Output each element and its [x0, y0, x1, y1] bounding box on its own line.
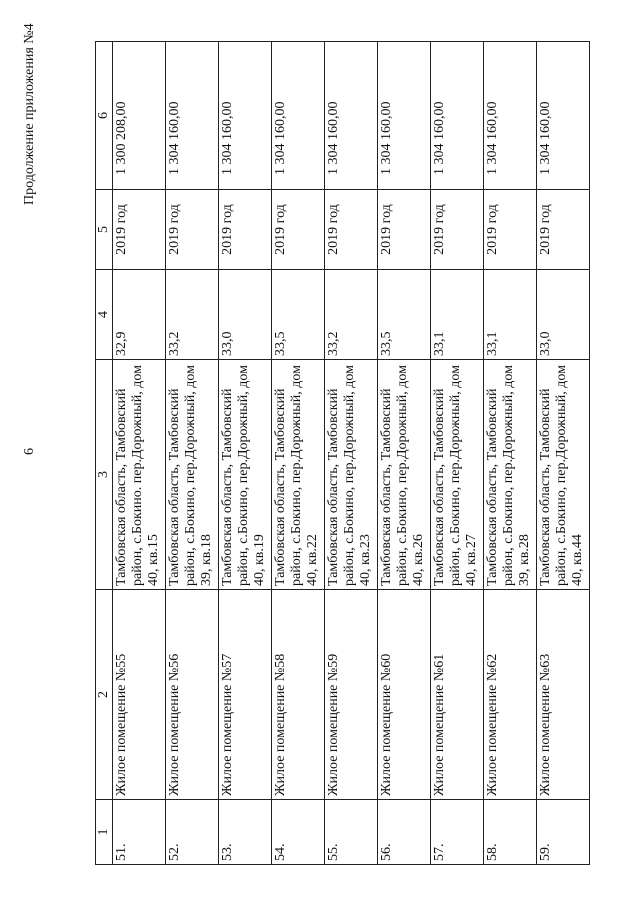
- table-row: [113, 42, 166, 865]
- row-number: 56.: [378, 800, 431, 865]
- property-area: 33,5: [272, 270, 325, 360]
- page-number: 6: [22, 448, 37, 455]
- acquisition-year: 2019 год: [484, 190, 537, 270]
- row-number: 54.: [272, 800, 325, 865]
- column-header: 4: [96, 270, 113, 360]
- property-name: Жилое помещение №60: [378, 590, 431, 800]
- table-row: [272, 42, 325, 865]
- acquisition-year: 2019 год: [219, 190, 272, 270]
- acquisition-year: 2019 год: [272, 190, 325, 270]
- acquisition-year: 2019 год: [431, 190, 484, 270]
- property-price: 1 304 160,00: [166, 42, 219, 190]
- property-address: Тамбовская область, Тамбовский район, с.Бокино, пер.Дорожный, дом 39, кв.28: [484, 360, 537, 590]
- acquisition-year: 2019 год: [537, 190, 590, 270]
- row-number: 51.: [113, 800, 166, 865]
- property-address: Тамбовская область, Тамбовский район, с.Бокино, пер.Дорожный, дом 40, кв.27: [431, 360, 484, 590]
- row-number: 53.: [219, 800, 272, 865]
- property-area: 33,2: [166, 270, 219, 360]
- property-area: 33,1: [484, 270, 537, 360]
- property-price: 1 304 160,00: [325, 42, 378, 190]
- table-row: [219, 42, 272, 865]
- table-header-row: [96, 42, 113, 865]
- property-address: Тамбовская область, Тамбовский район, с.Бокино. пер.Дорожный, дом 40, кв.15: [113, 360, 166, 590]
- property-table: [95, 41, 590, 865]
- column-header: 2: [96, 590, 113, 800]
- row-number: 57.: [431, 800, 484, 865]
- property-address: Тамбовская область, Тамбовский район, с.Бокино, пер.Дорожный, дом 40, кв.22: [272, 360, 325, 590]
- property-area: 33,5: [378, 270, 431, 360]
- table-row: [166, 42, 219, 865]
- property-name: Жилое помещение №63: [537, 590, 590, 800]
- property-area: 32,9: [113, 270, 166, 360]
- column-header: 3: [96, 360, 113, 590]
- property-price: 1 304 160,00: [537, 42, 590, 190]
- property-name: Жилое помещение №62: [484, 590, 537, 800]
- column-header: 5: [96, 190, 113, 270]
- property-area: 33,2: [325, 270, 378, 360]
- table-row: [378, 42, 431, 865]
- continuation-title: Продолжение приложения №4: [22, 23, 37, 205]
- column-header: 1: [96, 800, 113, 865]
- property-price: 1 304 160,00: [378, 42, 431, 190]
- row-number: 58.: [484, 800, 537, 865]
- property-name: Жилое помещение №56: [166, 590, 219, 800]
- property-name: Жилое помещение №59: [325, 590, 378, 800]
- property-area: 33,0: [219, 270, 272, 360]
- table-row: [484, 42, 537, 865]
- property-address: Тамбовская область, Тамбовский район, с.Бокино, пер.Дорожный, дом 39, кв.18: [166, 360, 219, 590]
- property-name: Жилое помещение №57: [219, 590, 272, 800]
- row-number: 59.: [537, 800, 590, 865]
- column-header: 6: [96, 42, 113, 190]
- acquisition-year: 2019 год: [166, 190, 219, 270]
- property-name: Жилое помещение №58: [272, 590, 325, 800]
- property-price: 1 304 160,00: [272, 42, 325, 190]
- property-name: Жилое помещение №55: [113, 590, 166, 800]
- property-address: Тамбовская область, Тамбовский район, с.Бокино, пер.Дорожный, дом 40, кв.26: [378, 360, 431, 590]
- row-number: 52.: [166, 800, 219, 865]
- table-row: [325, 42, 378, 865]
- property-price: 1 304 160,00: [219, 42, 272, 190]
- property-area: 33,0: [537, 270, 590, 360]
- property-price: 1 304 160,00: [484, 42, 537, 190]
- property-price: 1 300 208,00: [113, 42, 166, 190]
- property-area: 33,1: [431, 270, 484, 360]
- property-price: 1 304 160,00: [431, 42, 484, 190]
- property-address: Тамбовская область, Тамбовский район, с.Бокино, пер.Дорожный, дом 40, кв.44: [537, 360, 590, 590]
- property-name: Жилое помещение №61: [431, 590, 484, 800]
- acquisition-year: 2019 год: [325, 190, 378, 270]
- property-address: Тамбовская область, Тамбовский район, с.Бокино, пер.Дорожный, дом 40, кв.23: [325, 360, 378, 590]
- table-row: [431, 42, 484, 865]
- acquisition-year: 2019 год: [113, 190, 166, 270]
- row-number: 55.: [325, 800, 378, 865]
- property-address: Тамбовская область, Тамбовский район, с.Бокино, пер.Дорожный, дом 40, кв.19: [219, 360, 272, 590]
- acquisition-year: 2019 год: [378, 190, 431, 270]
- table-row: [537, 42, 590, 865]
